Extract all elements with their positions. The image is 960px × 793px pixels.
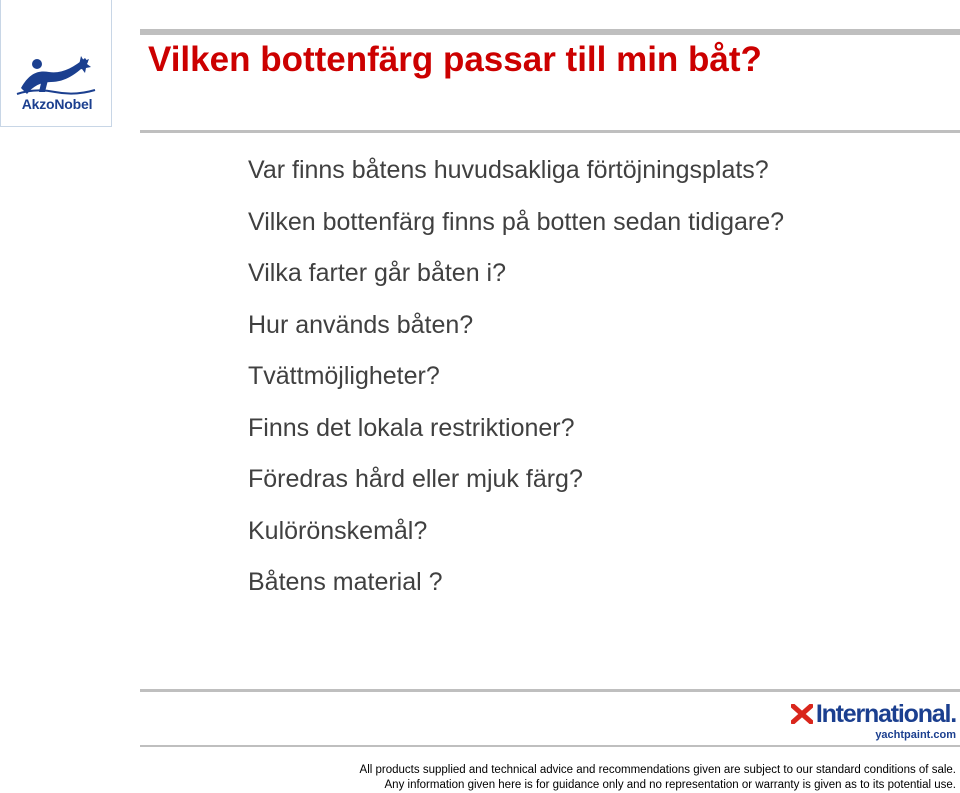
list-item: Vilka farter går båten i? — [248, 259, 507, 287]
list-item: Var finns båtens huvudsakliga förtöjningsplats? — [248, 156, 769, 184]
footer-rule-upper — [140, 689, 960, 692]
title-underline-rule — [140, 130, 960, 133]
akzonobel-wordmark: AkzoNobel — [21, 96, 93, 112]
list-item: Vilken bottenfärg finns på botten sedan tidigare? — [248, 207, 785, 236]
akzonobel-figure-icon — [15, 54, 99, 96]
header-rule — [140, 29, 960, 35]
footer-rule-lower — [140, 745, 960, 747]
list-item: Tvättmöjligheter? — [248, 362, 440, 390]
international-site: yachtpaint.com — [875, 729, 956, 741]
question-list — [248, 145, 784, 609]
disclaimer-line-2: Any information given here is for guidance only and no representation or warranty is given as to its potential use. — [384, 779, 956, 791]
international-wordmark: International. — [815, 700, 956, 728]
list-item: Båtens material ? — [248, 568, 443, 596]
disclaimer-line-1: All products supplied and technical advice and recommendations given are subject to our standard conditions of sale. — [359, 764, 956, 776]
international-logo — [791, 701, 956, 741]
list-item: Föredras hård eller mjuk färg? — [248, 465, 583, 493]
list-item: Finns det lokala restriktioner? — [248, 413, 575, 442]
list-item: Kulörönskemål? — [248, 516, 428, 545]
list-item: Hur används båten? — [248, 310, 474, 339]
slide-title: Vilken bottenfärg passar till min båt? — [148, 40, 762, 79]
disclaimer — [360, 763, 956, 793]
akzonobel-logo — [0, 0, 112, 127]
international-x-icon — [791, 704, 813, 724]
